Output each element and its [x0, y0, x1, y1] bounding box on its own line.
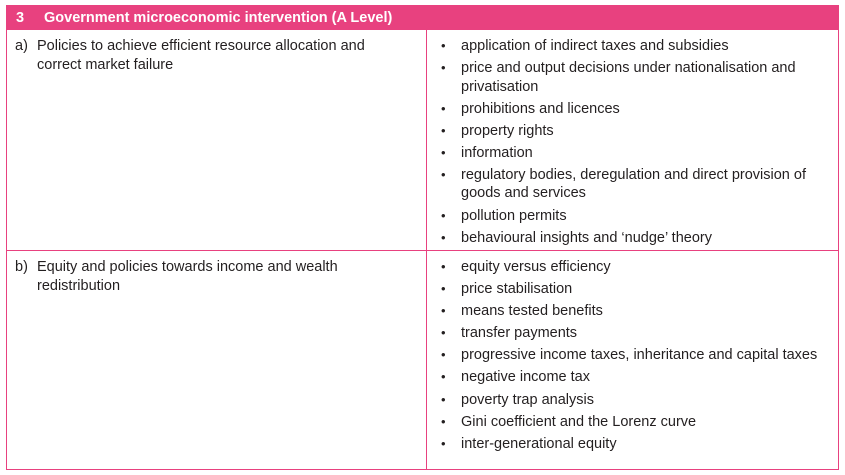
list-item: [427, 258, 838, 277]
bullet-icon: •: [441, 207, 446, 223]
list-item-text: price and output decisions under nationalisation and privatisation: [461, 60, 796, 95]
topic-text: Equity and policies towards income and wealth redistribution: [37, 259, 338, 294]
list-item-text: transfer payments: [461, 325, 578, 342]
list-item: [427, 413, 838, 432]
table-row: [7, 251, 838, 469]
content-cell: [427, 251, 838, 469]
list-item: [427, 368, 838, 387]
list-item-text: poverty trap analysis: [461, 391, 594, 408]
bullet-icon: •: [441, 166, 446, 182]
topic-cell: [7, 30, 427, 250]
list-item: [427, 435, 838, 454]
content-cell: [427, 30, 838, 250]
bullet-icon: •: [441, 60, 446, 76]
list-item: [427, 37, 838, 56]
list-item: [427, 144, 838, 163]
list-item: [427, 166, 838, 203]
list-item: [427, 346, 838, 365]
bullet-icon: •: [441, 369, 446, 385]
table-header: [7, 6, 838, 30]
bullet-icon: •: [441, 435, 446, 451]
bullet-icon: •: [441, 122, 446, 138]
list-item-text: equity versus efficiency: [461, 259, 611, 275]
list-item-text: information: [461, 144, 533, 161]
list-item: [427, 100, 838, 119]
topic-text: Policies to achieve efficient resource allocation and correct market failure: [37, 38, 365, 73]
list-item: [427, 122, 838, 141]
bullet-list: [427, 258, 838, 453]
table-row: [7, 30, 838, 251]
bullet-icon: •: [441, 347, 446, 363]
bullet-list: [427, 37, 838, 247]
bullet-icon: •: [441, 325, 446, 341]
section-number: 3: [16, 10, 25, 26]
list-item-text: behavioural insights and ‘nudge’ theory: [461, 229, 712, 246]
topic-cell: [7, 251, 427, 469]
list-item-text: pollution permits: [461, 207, 567, 224]
list-item-text: prohibitions and licences: [461, 100, 620, 117]
topic-letter: a): [15, 38, 28, 54]
bullet-icon: •: [441, 144, 446, 160]
list-item: [427, 391, 838, 410]
topic-letter: b): [15, 259, 28, 275]
bullet-icon: •: [441, 100, 446, 116]
list-item-text: means tested benefits: [461, 303, 603, 320]
list-item-text: property rights: [461, 122, 554, 139]
bullet-icon: •: [441, 38, 446, 53]
list-item: [427, 229, 838, 248]
list-item-text: inter-generational equity: [461, 435, 617, 452]
bullet-icon: •: [441, 391, 446, 407]
list-item: [427, 302, 838, 321]
bullet-icon: •: [441, 303, 446, 319]
bullet-icon: •: [441, 281, 446, 297]
list-item: [427, 59, 838, 96]
bullet-icon: •: [441, 229, 446, 245]
list-item-text: price stabilisation: [461, 281, 573, 298]
list-item-text: regulatory bodies, deregulation and direct provision of goods and services: [461, 166, 806, 202]
list-item: [427, 324, 838, 343]
syllabus-table: [6, 5, 839, 470]
list-item-text: Gini coefficient and the Lorenz curve: [461, 413, 697, 430]
list-item-text: negative income tax: [461, 369, 590, 386]
list-item: [427, 280, 838, 299]
list-item: [427, 207, 838, 226]
bullet-icon: •: [441, 413, 446, 429]
bullet-icon: •: [441, 259, 446, 274]
list-item-text: progressive income taxes, inheritance and capital taxes: [461, 347, 818, 364]
section-title: Government microeconomic intervention (A Level): [44, 10, 393, 26]
list-item-text: application of indirect taxes and subsidies: [461, 38, 729, 54]
